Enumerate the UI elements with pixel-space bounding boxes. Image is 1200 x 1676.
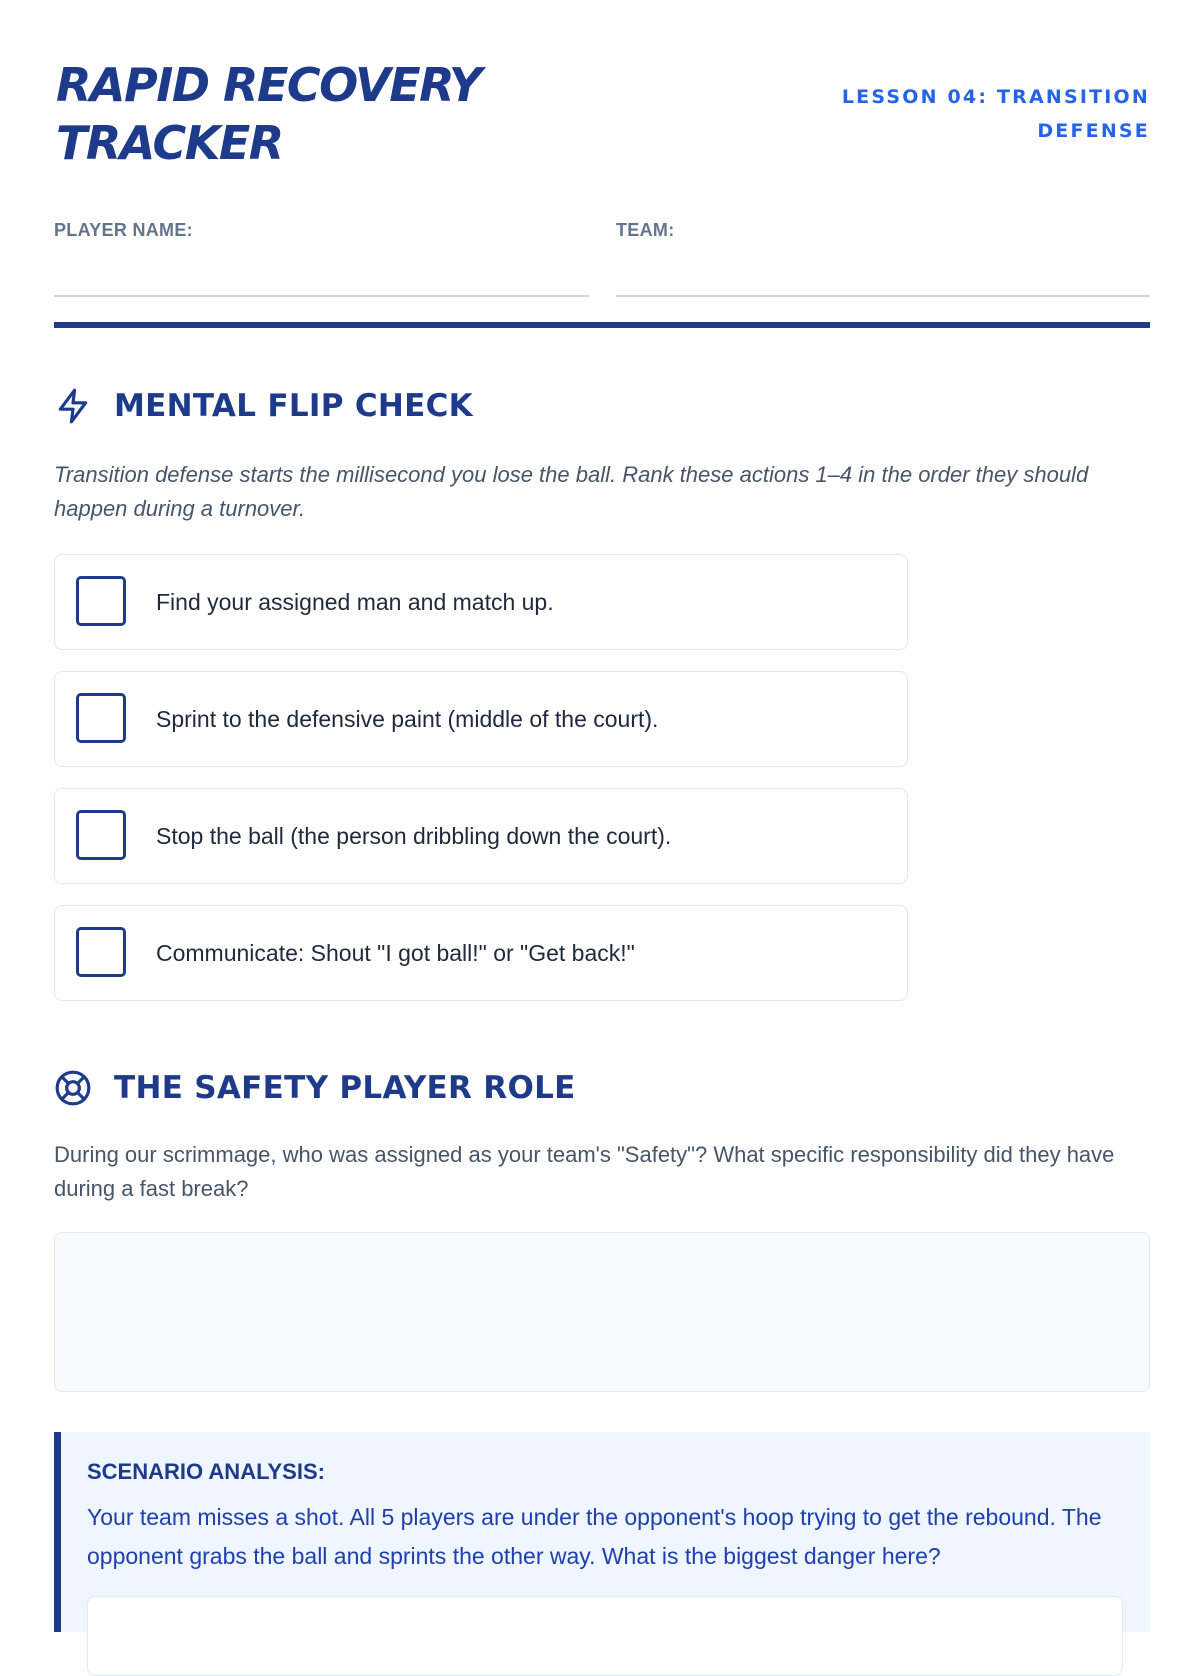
lightning-icon	[54, 387, 92, 425]
rank-item-text: Stop the ball (the person dribbling down the court).	[156, 823, 672, 849]
header-divider	[54, 322, 1150, 328]
lesson-label	[790, 80, 1150, 148]
lesson-line-1: LESSON 04: TRANSITION	[841, 86, 1150, 108]
player-name-line	[54, 295, 589, 297]
player-name-field[interactable]	[54, 215, 589, 242]
student-info-fields	[54, 215, 1150, 295]
rank-input-box[interactable]	[76, 576, 126, 626]
worksheet-header	[54, 56, 1150, 176]
page-title	[56, 56, 616, 172]
rank-input-box[interactable]	[76, 693, 126, 743]
scenario-label: SCENARIO ANALYSIS:	[87, 1459, 325, 1484]
title-line-2: TRACKER	[56, 116, 283, 170]
lesson-line-2: DEFENSE	[1037, 120, 1150, 142]
safety-question: During our scrimmage, who was assigned as your team's "Safety"? What specific responsibility did they have during a fast break?	[54, 1142, 1115, 1201]
mental-flip-heading	[54, 384, 473, 428]
rank-item	[54, 788, 908, 884]
lifebuoy-icon	[54, 1069, 92, 1107]
mental-flip-instructions: Transition defense starts the millisecond you lose the ball. Rank these actions 1–4 in the order they should happen during a turnover.	[54, 462, 1089, 521]
scenario-answer-box[interactable]	[87, 1596, 1123, 1676]
rank-item	[54, 554, 908, 650]
safety-answer-box[interactable]	[54, 1232, 1150, 1392]
rank-item-text: Communicate: Shout "I got ball!" or "Get back!"	[156, 940, 635, 966]
scenario-callout	[54, 1432, 1150, 1632]
player-name-label: PLAYER NAME:	[54, 220, 193, 240]
safety-heading	[54, 1066, 576, 1110]
rank-input-box[interactable]	[76, 927, 126, 977]
mental-flip-title: MENTAL FLIP CHECK	[114, 388, 473, 424]
safety-title: THE SAFETY PLAYER ROLE	[114, 1070, 576, 1106]
team-field[interactable]	[616, 215, 1150, 242]
rank-input-box[interactable]	[76, 810, 126, 860]
scenario-text: Your team misses a shot. All 5 players are under the opponent's hoop trying to get the rebound. The opponent grabs the ball and sprints the other way. What is the biggest danger here?	[87, 1504, 1102, 1569]
rank-item	[54, 671, 908, 767]
team-label: TEAM:	[616, 220, 675, 240]
rank-item-text: Find your assigned man and match up.	[156, 589, 554, 615]
rank-item	[54, 905, 908, 1001]
team-line	[616, 295, 1150, 297]
rank-item-text: Sprint to the defensive paint (middle of the court).	[156, 706, 659, 732]
title-line-1: RAPID RECOVERY	[56, 58, 481, 112]
